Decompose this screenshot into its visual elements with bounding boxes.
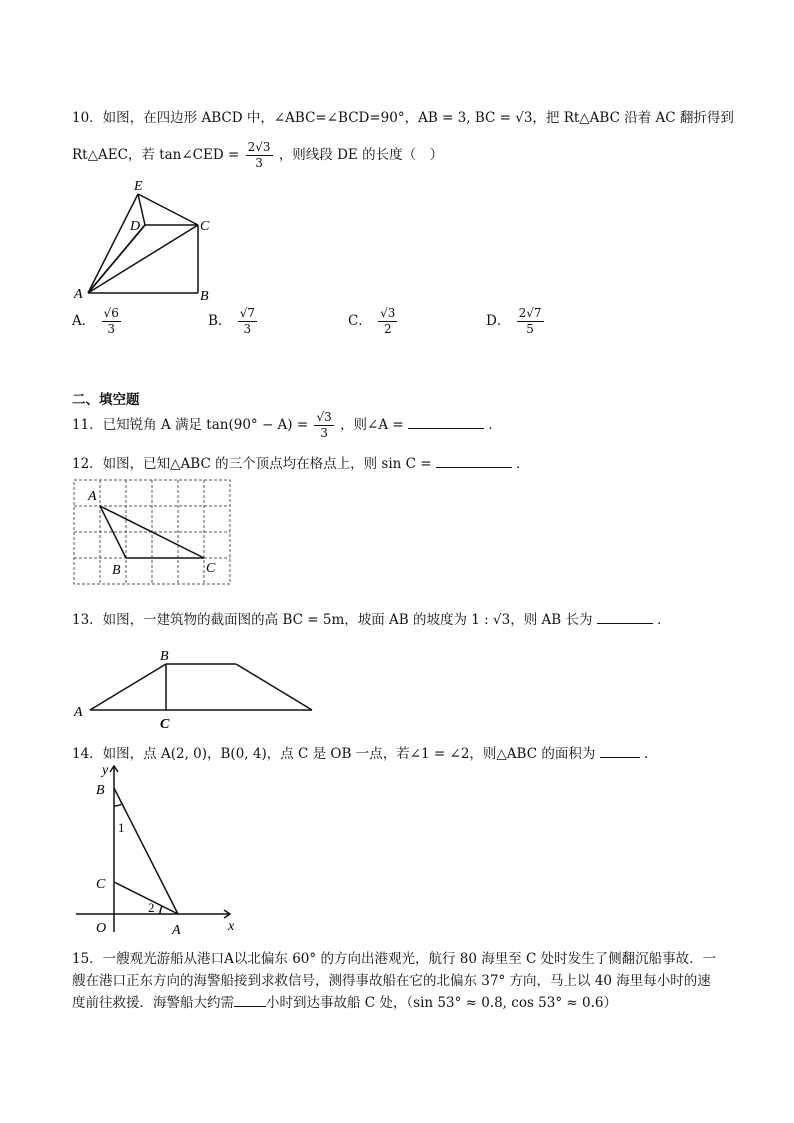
option-c-den: 2 (383, 322, 392, 336)
q15-line3 (72, 992, 722, 1014)
q15-answer-blank[interactable] (234, 1005, 266, 1007)
q12-grid-figure (70, 476, 236, 588)
q14-label-o: O (96, 921, 107, 936)
section-heading: 二、填空题 (72, 392, 140, 408)
option-c-num: √3 (380, 306, 396, 320)
q12-c: ． (516, 456, 530, 472)
q10-label-a: A (74, 287, 83, 302)
q11-b: ，则∠A = (340, 417, 404, 433)
q12-line (72, 452, 530, 472)
q10-line2-a: Rt△AEC，若 tan∠CED = (72, 147, 240, 163)
q12-label-b: B (112, 563, 121, 578)
q10-option-d (486, 306, 546, 337)
q10-option-b (208, 306, 259, 337)
option-d-den: 5 (526, 322, 534, 336)
option-b-num: √7 (239, 306, 255, 320)
q10-frac-num: 2√3 (247, 140, 271, 154)
q10-frac-den: 3 (255, 156, 263, 170)
q14-label-a: A (172, 923, 181, 938)
q11-a: 11．已知锐角 A 满足 tan(90° − A) = (72, 417, 309, 433)
q11-answer-blank[interactable] (408, 427, 484, 429)
q13-a: 13．如图，一建筑物的截面图的高 BC = 5m，坡面 AB 的坡度为 1 : √3，则 AB 长为 (72, 612, 593, 628)
q14-angle-1: 1 (118, 820, 125, 835)
q14-coordinate-figure (70, 760, 250, 940)
q13-label-a: A (74, 705, 83, 720)
option-a-letter: A． (72, 313, 96, 329)
q14-label-b: B (96, 783, 105, 798)
q11-fraction (314, 410, 333, 441)
option-b-letter: B． (208, 313, 232, 329)
q12-a: 12．如图，已知△ABC 的三个顶点均在格点上，则 sin C = (72, 456, 432, 472)
q15-line1: 15．一艘观光游船从港口A以北偏东 60° 的方向出港观光，航行 80 海里至 C 处时发生了侧翻沉船事故．一 (72, 951, 717, 967)
q14-label-y: y (102, 763, 109, 778)
q15-line3-b: 小时到达事故船 C 处，（sin 53° ≈ 0.8, cos 53° ≈ 0.6） (266, 995, 617, 1011)
q10-line2 (72, 140, 443, 171)
option-a-num: √6 (103, 306, 119, 320)
q13-trapezoid-figure (70, 644, 330, 734)
q14-angle-2: 2 (148, 900, 155, 915)
q15-line2: 艘在港口正东方向的海警船接到求救信号，测得事故船在它的北偏东 37° 方向，马上以 40 海里每小时的速 (72, 973, 711, 989)
option-c-letter: C． (348, 313, 372, 329)
q13-answer-blank[interactable] (597, 622, 653, 624)
q12-label-c: C (206, 561, 216, 576)
q15-line3-a: 度前往救援．海警船大约需 (72, 995, 234, 1011)
q13-label-c: C (160, 717, 170, 732)
q11-frac-num: √3 (316, 410, 332, 424)
option-a-den: 3 (107, 322, 115, 336)
q10-line2-b: ，则线段 DE 的长度（ ） (278, 147, 444, 163)
q10-label-b: B (200, 289, 209, 304)
q10-label-c: C (200, 219, 210, 234)
q10-label-e: E (134, 179, 143, 194)
q11-frac-den: 3 (320, 426, 328, 440)
q14-line (72, 742, 657, 762)
q13-c: ． (657, 612, 671, 628)
q10-line1: 10．如图，在四边形 ABCD 中，∠ABC=∠BCD=90°，AB = 3, BC = √3，把 Rt△ABC 沿着 AC 翻折得到 (72, 110, 734, 126)
q10-label-d: D (130, 219, 141, 234)
q14-label-c: C (96, 877, 106, 892)
q11-c: ． (488, 417, 502, 433)
q13-line (72, 608, 671, 628)
q13-label-b: B (160, 649, 169, 664)
option-d-num: 2√7 (518, 306, 542, 320)
q10-figure (66, 172, 226, 304)
q11-line (72, 410, 502, 441)
option-b-den: 3 (243, 322, 252, 336)
q10-fraction (246, 140, 273, 171)
q10-option-a (72, 306, 123, 337)
q12-label-a: A (88, 489, 97, 504)
q14-c: ． (643, 746, 658, 762)
option-d-letter: D． (486, 313, 511, 329)
q10-option-c (348, 306, 399, 337)
q14-answer-blank[interactable] (600, 756, 640, 758)
q14-label-x: x (228, 919, 235, 934)
q12-answer-blank[interactable] (436, 466, 512, 468)
q14-a: 14．如图，点 A(2, 0)，B(0, 4)，点 C 是 OB 一点，若∠1 = ∠2，则△ABC 的面积为 (72, 746, 596, 762)
q15-paragraph (72, 948, 722, 1014)
